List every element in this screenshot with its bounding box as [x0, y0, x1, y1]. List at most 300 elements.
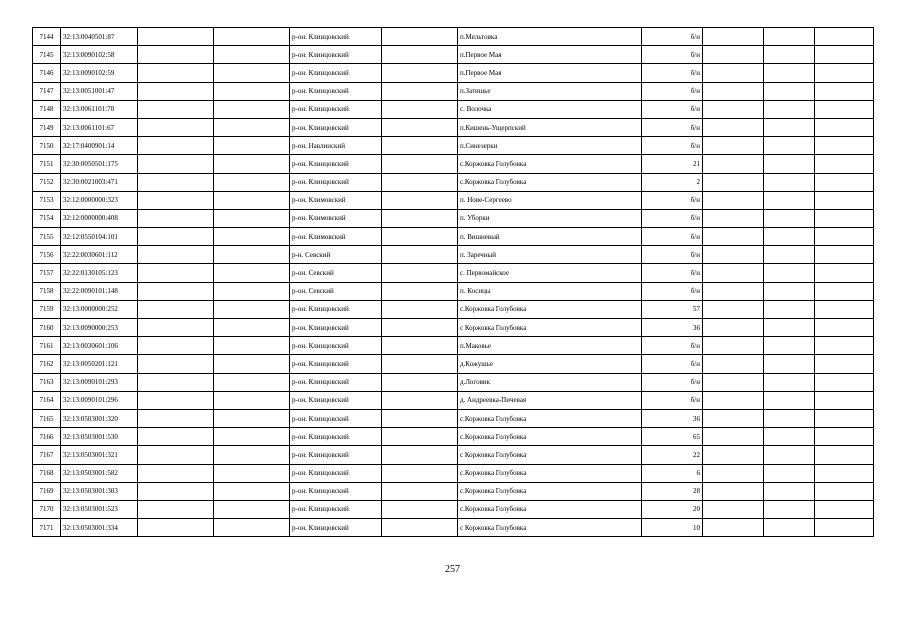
empty-cell [138, 64, 214, 82]
empty-cell [764, 519, 815, 537]
empty-cell [214, 155, 290, 173]
empty-cell [214, 173, 290, 191]
empty-cell [815, 28, 874, 46]
empty-cell [214, 246, 290, 264]
district-cell: р-он. Клинцовский [290, 173, 382, 191]
district-cell: р-он. Клинцовский [290, 519, 382, 537]
house-number-cell: б/н [642, 373, 703, 391]
district-cell: р-он. Клинцовский [290, 300, 382, 318]
empty-cell [214, 337, 290, 355]
settlement-cell: с.Коржовка Голубовка [458, 155, 642, 173]
empty-cell [764, 337, 815, 355]
empty-cell [764, 100, 815, 118]
cadastral-number-cell: 32:13:0061101:70 [61, 100, 138, 118]
table-row [33, 228, 874, 246]
house-number-cell: б/н [642, 82, 703, 100]
district-cell: р-он. Климовский [290, 209, 382, 227]
settlement-cell: с. Волочка [458, 100, 642, 118]
house-number-cell: б/н [642, 191, 703, 209]
cadastral-number-cell: 32:13:0090000:253 [61, 319, 138, 337]
empty-cell [382, 519, 458, 537]
empty-cell [703, 409, 764, 427]
settlement-cell: п. Косицы [458, 282, 642, 300]
empty-cell [764, 319, 815, 337]
table-row [33, 28, 874, 46]
empty-cell [138, 300, 214, 318]
empty-cell [214, 118, 290, 136]
house-number-cell: б/н [642, 100, 703, 118]
district-cell: р-он. Клинцовский [290, 355, 382, 373]
empty-cell [382, 264, 458, 282]
house-number-cell: б/н [642, 264, 703, 282]
settlement-cell: с. Первомайское [458, 264, 642, 282]
district-cell: р-он. Клинцовский [290, 391, 382, 409]
district-cell: р-он. Клинцовский [290, 46, 382, 64]
house-number-cell: 21 [642, 155, 703, 173]
cadastral-number-cell: 32:13:0503001:320 [61, 409, 138, 427]
table-row [33, 118, 874, 136]
row-number-cell: 7160 [33, 319, 61, 337]
empty-cell [815, 373, 874, 391]
empty-cell [214, 373, 290, 391]
empty-cell [703, 500, 764, 518]
empty-cell [815, 173, 874, 191]
table-row [33, 391, 874, 409]
empty-cell [815, 64, 874, 82]
empty-cell [815, 228, 874, 246]
empty-cell [764, 373, 815, 391]
empty-cell [764, 355, 815, 373]
table-row [33, 137, 874, 155]
empty-cell [703, 373, 764, 391]
empty-cell [138, 82, 214, 100]
settlement-cell: с Коржовка Голубовка [458, 319, 642, 337]
house-number-cell: б/н [642, 209, 703, 227]
empty-cell [214, 446, 290, 464]
empty-cell [703, 64, 764, 82]
empty-cell [815, 46, 874, 64]
cadastral-number-cell: 32:12:0000000:408 [61, 209, 138, 227]
empty-cell [764, 191, 815, 209]
empty-cell [703, 446, 764, 464]
empty-cell [764, 482, 815, 500]
cadastral-number-cell: 32:13:0051001:47 [61, 82, 138, 100]
empty-cell [815, 246, 874, 264]
house-number-cell: 28 [642, 482, 703, 500]
empty-cell [764, 391, 815, 409]
district-cell: р-он. Клинцовский [290, 319, 382, 337]
empty-cell [138, 246, 214, 264]
empty-cell [703, 482, 764, 500]
settlement-cell: с Коржовка Голубовка [458, 519, 642, 537]
house-number-cell: 6 [642, 464, 703, 482]
empty-cell [138, 409, 214, 427]
district-cell: р-он. Клинцовский [290, 100, 382, 118]
district-cell: р-он. Клинцовский [290, 464, 382, 482]
empty-cell [764, 409, 815, 427]
cadastral-number-cell: 32:13:0090101:296 [61, 391, 138, 409]
settlement-cell: с.Коржовка Голубовка [458, 500, 642, 518]
empty-cell [214, 482, 290, 500]
empty-cell [703, 173, 764, 191]
empty-cell [703, 282, 764, 300]
empty-cell [703, 228, 764, 246]
row-number-cell: 7149 [33, 118, 61, 136]
table-row [33, 409, 874, 427]
district-cell: р-он. Клинцовский [290, 118, 382, 136]
empty-cell [815, 209, 874, 227]
empty-cell [214, 137, 290, 155]
empty-cell [703, 28, 764, 46]
settlement-cell: с.Коржовка Голубовка [458, 300, 642, 318]
empty-cell [382, 446, 458, 464]
settlement-cell: с.Коржовка Голубовка [458, 464, 642, 482]
empty-cell [764, 137, 815, 155]
table-row [33, 428, 874, 446]
district-cell: р-он. Клинцовский [290, 82, 382, 100]
house-number-cell: б/н [642, 64, 703, 82]
house-number-cell: б/н [642, 282, 703, 300]
house-number-cell: б/н [642, 28, 703, 46]
empty-cell [138, 482, 214, 500]
empty-cell [382, 282, 458, 300]
row-number-cell: 7161 [33, 337, 61, 355]
empty-cell [764, 428, 815, 446]
empty-cell [703, 464, 764, 482]
empty-cell [382, 64, 458, 82]
table-row [33, 64, 874, 82]
row-number-cell: 7146 [33, 64, 61, 82]
empty-cell [703, 391, 764, 409]
empty-cell [764, 264, 815, 282]
empty-cell [138, 355, 214, 373]
empty-cell [815, 100, 874, 118]
empty-cell [138, 446, 214, 464]
empty-cell [382, 155, 458, 173]
empty-cell [382, 173, 458, 191]
district-cell: р-он. Клинцовский [290, 500, 382, 518]
cadastral-number-cell: 32:13:0090102:58 [61, 46, 138, 64]
row-number-cell: 7151 [33, 155, 61, 173]
house-number-cell: б/н [642, 337, 703, 355]
table-row [33, 446, 874, 464]
row-number-cell: 7165 [33, 409, 61, 427]
table-row [33, 300, 874, 318]
settlement-cell: с.Коржовка Голубовка [458, 409, 642, 427]
row-number-cell: 7162 [33, 355, 61, 373]
empty-cell [815, 264, 874, 282]
empty-cell [764, 446, 815, 464]
empty-cell [214, 228, 290, 246]
empty-cell [138, 228, 214, 246]
empty-cell [138, 373, 214, 391]
house-number-cell: 65 [642, 428, 703, 446]
empty-cell [382, 409, 458, 427]
empty-cell [138, 137, 214, 155]
district-cell: р-он. Клинцовский [290, 373, 382, 391]
settlement-cell: д.Кожушье [458, 355, 642, 373]
table-row [33, 319, 874, 337]
district-cell: р-он. Клинцовский [290, 155, 382, 173]
row-number-cell: 7145 [33, 46, 61, 64]
empty-cell [138, 191, 214, 209]
row-number-cell: 7154 [33, 209, 61, 227]
empty-cell [138, 155, 214, 173]
empty-cell [703, 46, 764, 64]
empty-cell [214, 64, 290, 82]
settlement-cell: с.Коржовка Голубовка [458, 482, 642, 500]
house-number-cell: б/н [642, 46, 703, 64]
empty-cell [815, 519, 874, 537]
empty-cell [815, 355, 874, 373]
empty-cell [214, 82, 290, 100]
empty-cell [138, 264, 214, 282]
empty-cell [703, 155, 764, 173]
empty-cell [815, 155, 874, 173]
empty-cell [382, 319, 458, 337]
settlement-cell: п. Заречный [458, 246, 642, 264]
cadastral-number-cell: 32:13:0503001:523 [61, 500, 138, 518]
empty-cell [138, 391, 214, 409]
row-number-cell: 7171 [33, 519, 61, 537]
house-number-cell: б/н [642, 228, 703, 246]
cadastral-number-cell: 32:30:0050501:175 [61, 155, 138, 173]
empty-cell [764, 300, 815, 318]
cadastral-number-cell: 32:12:0000000:323 [61, 191, 138, 209]
empty-cell [214, 282, 290, 300]
district-cell: р-н. Севский [290, 246, 382, 264]
empty-cell [138, 337, 214, 355]
table-row [33, 82, 874, 100]
settlement-cell: п.Маковье [458, 337, 642, 355]
table-row [33, 46, 874, 64]
empty-cell [382, 246, 458, 264]
house-number-cell: б/н [642, 246, 703, 264]
empty-cell [703, 519, 764, 537]
empty-cell [382, 118, 458, 136]
table-row [33, 464, 874, 482]
table-row [33, 155, 874, 173]
district-cell: р-он. Клинцовский [290, 428, 382, 446]
empty-cell [138, 173, 214, 191]
cadastral-number-cell: 32:22:0030601:112 [61, 246, 138, 264]
row-number-cell: 7157 [33, 264, 61, 282]
empty-cell [214, 319, 290, 337]
empty-cell [138, 282, 214, 300]
row-number-cell: 7168 [33, 464, 61, 482]
row-number-cell: 7166 [33, 428, 61, 446]
table-row [33, 355, 874, 373]
house-number-cell: 20 [642, 500, 703, 518]
settlement-cell: д. Андреевка-Пичевая [458, 391, 642, 409]
empty-cell [382, 82, 458, 100]
house-number-cell: 10 [642, 519, 703, 537]
empty-cell [382, 373, 458, 391]
empty-cell [214, 191, 290, 209]
empty-cell [815, 428, 874, 446]
district-cell: р-он. Клинцовский [290, 446, 382, 464]
empty-cell [703, 337, 764, 355]
empty-cell [138, 500, 214, 518]
empty-cell [138, 100, 214, 118]
row-number-cell: 7150 [33, 137, 61, 155]
empty-cell [214, 355, 290, 373]
empty-cell [703, 300, 764, 318]
empty-cell [703, 137, 764, 155]
cadastral-number-cell: 32:13:0030601:106 [61, 337, 138, 355]
district-cell: р-он. Клинцовский [290, 409, 382, 427]
empty-cell [382, 500, 458, 518]
row-number-cell: 7167 [33, 446, 61, 464]
cadastral-number-cell: 32:13:0061101:67 [61, 118, 138, 136]
empty-cell [214, 391, 290, 409]
empty-cell [815, 282, 874, 300]
empty-cell [703, 428, 764, 446]
empty-cell [815, 464, 874, 482]
cadastral-number-cell: 32:30:0021003:471 [61, 173, 138, 191]
empty-cell [703, 118, 764, 136]
empty-cell [382, 28, 458, 46]
table-row [33, 173, 874, 191]
empty-cell [815, 319, 874, 337]
cadastral-number-cell: 32:13:0503001:334 [61, 519, 138, 537]
empty-cell [764, 64, 815, 82]
empty-cell [214, 464, 290, 482]
row-number-cell: 7156 [33, 246, 61, 264]
empty-cell [703, 82, 764, 100]
cadastral-number-cell: 32:13:0000000:252 [61, 300, 138, 318]
house-number-cell: 22 [642, 446, 703, 464]
house-number-cell: 36 [642, 319, 703, 337]
row-number-cell: 7164 [33, 391, 61, 409]
settlement-cell: п. Вишневый [458, 228, 642, 246]
district-cell: р-он. Севский [290, 282, 382, 300]
row-number-cell: 7159 [33, 300, 61, 318]
empty-cell [214, 409, 290, 427]
empty-cell [138, 319, 214, 337]
empty-cell [138, 519, 214, 537]
empty-cell [815, 337, 874, 355]
empty-cell [382, 355, 458, 373]
empty-cell [703, 209, 764, 227]
empty-cell [214, 46, 290, 64]
empty-cell [815, 82, 874, 100]
table-row [33, 209, 874, 227]
empty-cell [382, 464, 458, 482]
row-number-cell: 7153 [33, 191, 61, 209]
empty-cell [138, 428, 214, 446]
empty-cell [764, 209, 815, 227]
district-cell: р-он. Клинцовский [290, 28, 382, 46]
empty-cell [214, 428, 290, 446]
row-number-cell: 7147 [33, 82, 61, 100]
empty-cell [764, 500, 815, 518]
empty-cell [382, 191, 458, 209]
empty-cell [703, 246, 764, 264]
house-number-cell: 57 [642, 300, 703, 318]
settlement-cell: п.Мельтовка [458, 28, 642, 46]
district-cell: р-он. Севский [290, 264, 382, 282]
table-row [33, 500, 874, 518]
empty-cell [815, 409, 874, 427]
district-cell: р-он. Навлинский [290, 137, 382, 155]
empty-cell [764, 82, 815, 100]
row-number-cell: 7144 [33, 28, 61, 46]
empty-cell [214, 28, 290, 46]
settlement-cell: д.Логовик [458, 373, 642, 391]
table-row [33, 282, 874, 300]
empty-cell [214, 300, 290, 318]
table-row [33, 482, 874, 500]
empty-cell [764, 464, 815, 482]
empty-cell [382, 228, 458, 246]
house-number-cell: б/н [642, 137, 703, 155]
house-number-cell: б/н [642, 118, 703, 136]
empty-cell [815, 391, 874, 409]
empty-cell [138, 46, 214, 64]
empty-cell [764, 46, 815, 64]
empty-cell [703, 191, 764, 209]
table-row [33, 373, 874, 391]
empty-cell [815, 137, 874, 155]
settlement-cell: п.Первое Мая [458, 64, 642, 82]
settlement-cell: п.Затишье [458, 82, 642, 100]
empty-cell [382, 46, 458, 64]
cadastral-number-cell: 32:13:0503001:582 [61, 464, 138, 482]
empty-cell [382, 482, 458, 500]
empty-cell [815, 118, 874, 136]
row-number-cell: 7170 [33, 500, 61, 518]
empty-cell [764, 118, 815, 136]
district-cell: р-он. Климовский [290, 191, 382, 209]
empty-cell [382, 428, 458, 446]
settlement-cell: с.Коржовка Голубовка [458, 428, 642, 446]
page-number: 257 [445, 564, 460, 575]
cadastral-number-cell: 32:13:0090102:59 [61, 64, 138, 82]
house-number-cell: б/н [642, 355, 703, 373]
empty-cell [703, 355, 764, 373]
table-row [33, 100, 874, 118]
empty-cell [382, 100, 458, 118]
empty-cell [214, 519, 290, 537]
empty-cell [815, 500, 874, 518]
house-number-cell: б/н [642, 391, 703, 409]
cadastral-number-cell: 32:13:0503001:530 [61, 428, 138, 446]
empty-cell [703, 319, 764, 337]
district-cell: р-он. Климовский [290, 228, 382, 246]
empty-cell [138, 209, 214, 227]
cadastral-number-cell: 32:13:0503001:321 [61, 446, 138, 464]
house-number-cell: 2 [642, 173, 703, 191]
district-cell: р-он. Клинцовский [290, 482, 382, 500]
cadastral-number-cell: 32:13:0040501:87 [61, 28, 138, 46]
table-row [33, 191, 874, 209]
registry-table-body [33, 28, 874, 537]
table-row [33, 264, 874, 282]
table-row [33, 246, 874, 264]
empty-cell [138, 28, 214, 46]
settlement-cell: п. Нове-Сергеево [458, 191, 642, 209]
empty-cell [815, 482, 874, 500]
row-number-cell: 7169 [33, 482, 61, 500]
empty-cell [815, 446, 874, 464]
cadastral-number-cell: 32:13:0503001:303 [61, 482, 138, 500]
cadastral-number-cell: 32:13:0050201:121 [61, 355, 138, 373]
empty-cell [214, 264, 290, 282]
settlement-cell: с Коржовка Голубовка [458, 446, 642, 464]
row-number-cell: 7155 [33, 228, 61, 246]
settlement-cell: п.Первое Мая [458, 46, 642, 64]
